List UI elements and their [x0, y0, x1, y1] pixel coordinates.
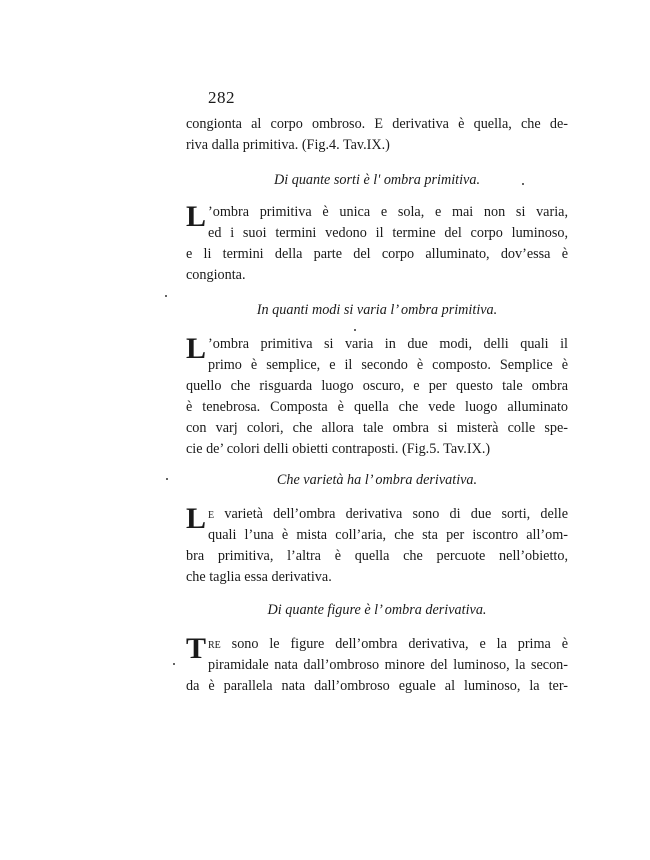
text-line: quali l’una è mista coll’aria, che sta per iscontro all’om- [208, 527, 568, 543]
text-line: congionta. [186, 267, 246, 283]
text-line: bra primitiva, l’altra è quella che percuote nell’obietto, [186, 548, 568, 564]
section-heading: Che varietà ha l’ ombra derivativa. [276, 472, 478, 488]
page-number: 282 [208, 88, 235, 107]
drop-cap-tail: re [208, 636, 221, 652]
section-heading: In quanti modi si varia l’ ombra primitiva. [256, 302, 498, 318]
text-line: con varj colori, che allora tale ombra si misterà colle spe- [186, 420, 568, 436]
drop-cap-tail: e [208, 506, 215, 522]
scan-speck [173, 663, 175, 665]
text-line: piramidale nata dall’ombroso minore del luminoso, la secon- [208, 657, 568, 673]
text-line: congionta al corpo ombroso. E derivativa è quella, che de- [186, 116, 568, 132]
scan-speck [522, 183, 524, 185]
section-paragraph [186, 504, 568, 588]
section-paragraph [186, 634, 568, 697]
text-line: e li termini della parte del corpo alluminato, dov’essa è [186, 246, 568, 262]
text-line: riva dalla primitiva. (Fig.4. Tav.IX.) [186, 137, 390, 153]
section-heading: Di quante sorti è l' ombra primitiva. [274, 172, 480, 188]
text-line [186, 504, 568, 525]
scan-speck [165, 295, 167, 297]
text-line: ed i suoi termini vedono il termine del corpo luminoso, [208, 225, 568, 241]
text-line: ’ombra primitiva si varia in due modi, delli quali il [208, 336, 568, 352]
text-line: cie de’ colori delli obietti contraposti. (Fig.5. Tav.IX.) [186, 441, 491, 457]
text-line [186, 634, 568, 655]
drop-cap: L [186, 332, 207, 365]
drop-cap: L [186, 200, 207, 233]
section-heading: Di quante figure è l’ ombra derivativa. [267, 602, 487, 618]
text-line: primo è semplice, e il secondo è composto. Semplice è [208, 357, 568, 373]
scan-speck [166, 478, 168, 480]
section-paragraph [186, 202, 568, 286]
text-line: da è parallela nata dall’ombroso eguale al luminoso, la ter- [186, 678, 568, 694]
text-line: quello che risguarda luogo oscuro, e per questo tale ombra [186, 378, 568, 394]
section-paragraph [186, 334, 568, 460]
intro-paragraph [186, 114, 568, 156]
scan-speck [354, 329, 356, 331]
line-text: sono le figure dell’ombra derivativa, e la prima è [231, 636, 568, 652]
text-line: ’ombra primitiva è unica e sola, e mai non si varia, [208, 204, 568, 220]
text-line: che taglia essa derivativa. [186, 569, 332, 585]
drop-cap: T [186, 632, 207, 665]
text-line: è tenebrosa. Composta è quella che vede luogo alluminato [186, 399, 568, 415]
line-text: varietà dell’ombra derivativa sono di due sorti, delle [224, 506, 569, 522]
drop-cap: L [186, 502, 207, 535]
